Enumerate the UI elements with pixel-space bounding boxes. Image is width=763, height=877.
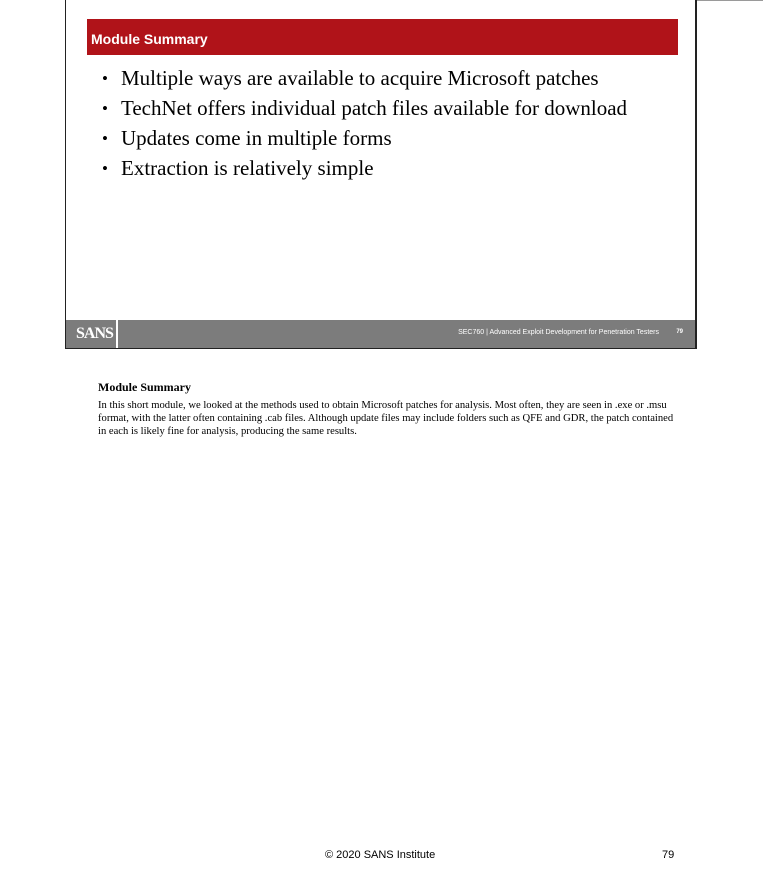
bullet-dot-icon: • — [102, 159, 108, 178]
slide-title: Module Summary — [91, 31, 208, 47]
slide-bullet — [100, 127, 680, 150]
bullet-dot-icon: • — [102, 69, 108, 88]
slide-footer-number: 79 — [676, 329, 683, 335]
page-top-rule — [696, 0, 763, 1]
slide-bullet-text: Multiple ways are available to acquire Microsoft patches — [121, 66, 599, 90]
slide-bullet — [100, 97, 680, 120]
notes-heading: Module Summary — [98, 380, 191, 394]
slide-frame — [65, 0, 697, 349]
notes-body: In this short module, we looked at the methods used to obtain Microsoft patches for analysis. Most often, they are seen in .exe or .msu format, with the latter often containing .cab files. Although update files may include folders such as QFE and GDR, the patch contained in each is likely fine for analysis, producing the same results. — [98, 400, 674, 437]
slide-bullet-list — [100, 67, 680, 187]
slide-footer-course: SEC760 | Advanced Exploit Development for Penetration Testers — [458, 329, 659, 336]
page-footer-copyright: © 2020 SANS Institute — [325, 849, 436, 861]
page-footer-number: 79 — [662, 849, 675, 861]
slide-bullet-text: TechNet offers individual patch files available for download — [121, 96, 628, 120]
slide-bullet — [100, 157, 680, 180]
sans-logo: SANS — [66, 320, 118, 348]
bullet-dot-icon: • — [102, 99, 108, 118]
slide-bullet-text: Updates come in multiple forms — [121, 126, 392, 150]
slide-title-bar — [87, 19, 678, 55]
slide-bullet-text: Extraction is relatively simple — [121, 156, 374, 180]
slide-footer-bar — [66, 320, 695, 348]
slide-bullet — [100, 67, 680, 90]
bullet-dot-icon: • — [102, 129, 108, 148]
speaker-notes — [98, 380, 678, 438]
